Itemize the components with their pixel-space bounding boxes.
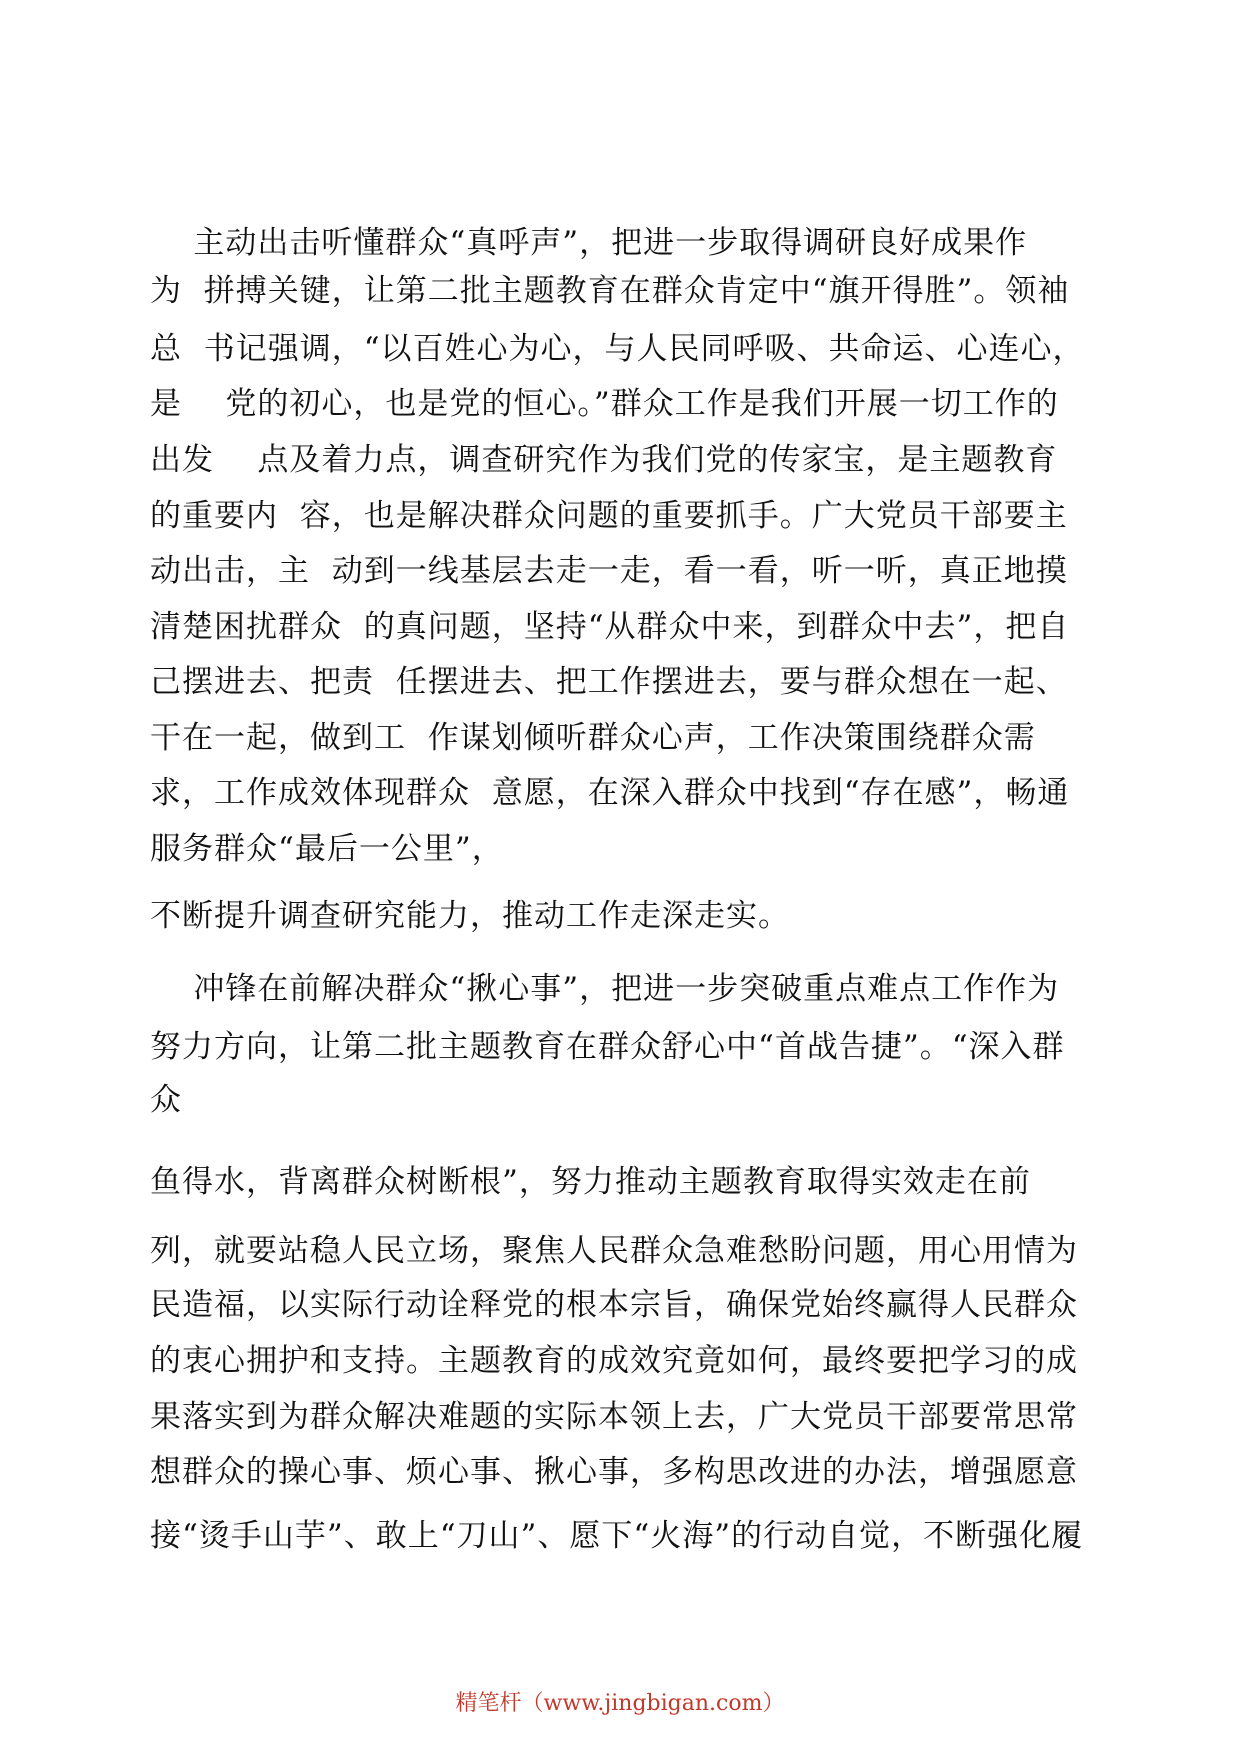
text-line: 不断提升调查研究能力，推动工作走深走实。 [150, 898, 790, 934]
text-line: 清楚困扰群众 的真问题，坚持“从群众中来，到群众中去”，把自 [150, 609, 1070, 645]
text-line: 己摆进去、把责 任摆进去、把工作摆进去，要与群众想在一起、 [150, 664, 1068, 700]
text-line: 鱼得水，背离群众树断根”，努力推动主题教育取得实效走在前 [150, 1164, 1031, 1200]
text-line: 的重要内 容，也是解决群众问题的重要抓手。广大党员干部要主 [150, 498, 1068, 534]
text-line: 干在一起，做到工 作谋划倾听群众心声，工作决策围绕群众需 [150, 720, 1036, 756]
text-line: 为 拼搏关键，让第二批主题教育在群众肯定中“旗开得胜”。领袖 [150, 273, 1070, 309]
text-line: 果落实到为群众解决难题的实际本领上去，广大党员干部要常思常 [150, 1399, 1078, 1435]
text-line: 列，就要站稳人民立场，聚焦人民群众急难愁盼问题，用心用情为 [150, 1233, 1078, 1269]
text-line: 接“烫手山芋”、敢上“刀山”、愿下“火海”的行动自觉，不断强化履 [150, 1518, 1084, 1554]
text-line: 努力方向，让第二批主题教育在群众舒心中“首战告捷”。“深入群 [150, 1029, 1065, 1065]
footer-watermark: 精笔杆（www.jingbigan.com） [455, 1691, 785, 1716]
text-line: 冲锋在前解决群众“揪心事”，把进一步突破重点难点工作作为 [150, 971, 1060, 1007]
text-line: 的衷心拥护和支持。主题教育的成效究竟如何，最终要把学习的成 [150, 1343, 1078, 1379]
text-line: 出发 点及着力点，调查研究作为我们党的传家宝，是主题教育 [150, 442, 1058, 478]
text-line: 求，工作成效体现群众 意愿，在深入群众中找到“存在感”，畅通 [150, 775, 1070, 811]
text-line: 众 [150, 1082, 182, 1118]
text-line: 服务群众“最后一公里”， [150, 831, 504, 867]
text-line: 主动出击听懂群众“真呼声”，把进一步取得调研良好成果作 [150, 225, 1028, 261]
text-line: 总 书记强调，“以百姓心为心，与人民同呼吸、共命运、心连心， [150, 331, 1085, 367]
text-line: 动出击，主 动到一线基层去走一走，看一看，听一听，真正地摸 [150, 553, 1068, 589]
text-line: 想群众的操心事、烦心事、揪心事，多构思改进的办法，增强愿意 [150, 1454, 1078, 1490]
text-line: 是 党的初心，也是党的恒心。”群众工作是我们开展一切工作的 [150, 386, 1059, 422]
text-line: 民造福，以实际行动诠释党的根本宗旨，确保党始终赢得人民群众 [150, 1287, 1078, 1323]
